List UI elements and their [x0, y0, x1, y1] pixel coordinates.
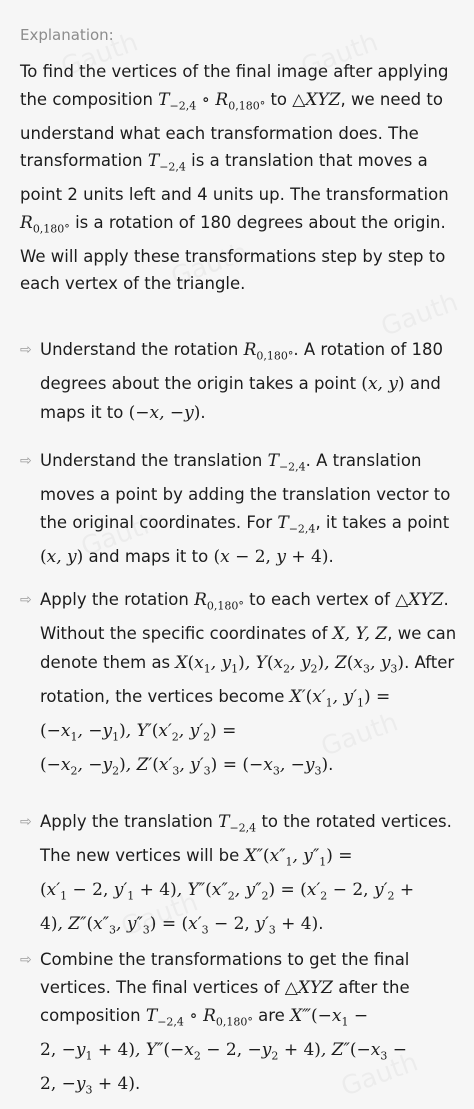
step-2: ⇨ Understand the translation $T_{-2,4}$. A translation moves a point by adding the translation vector to the original coordinates. For $T_{-2,4}$, it takes a point (x, y) and maps it to (x − 2, y + 4).: [20, 447, 466, 571]
arrow-right-icon: ⇨: [20, 592, 32, 608]
arrow-right-icon: ⇨: [20, 453, 32, 469]
intro-text: To find the vertices of the final image after applying the composition $T_{-2,4}$ ∘ $R_{0,180^\circ}$ to △XYZ, we need to understand what each transformation does. The transformation $T_{-2,4}$ is a translation that moves a point 2 units left and 4 units up. The transformation $R_{0,180^\circ}$ is a rotation of 180 degrees about the origin. We will apply these transformations step by step to each vertex of the triangle.: [20, 62, 449, 294]
step-3: ⇨ Apply the rotation $R_{0,180^\circ}$ to each vertex of △XYZ. Without the specific coordinates of X, Y, Z, we can denote them as $X(x_1$, $y_1$), $Y(x_2$, $y_2$), $Z(x_3$, $y_3$). After rotation, the vertices become $X'(x'_1$, $y'_1) = (-x_1$, $-y_1$), $Y'(x'_2$, $y'_2) = (-x_2$, $-y_2$), $Z'(x'_3$, $y'_3) = (-x_3$, $-y_3$).: [20, 586, 466, 785]
step-4: ⇨ Apply the translation $T_{-2,4}$ to the rotated vertices. The new vertices will be $X''(x''_1$, $y''_1) = (x'_1 - 2$, $y'_1 + 4$), $Y''(x''_2$, $y''_2) = (x'_2 - 2$, $y'_2 + 4$), $Z''(x''_3$, $y''_3) = (x'_3 - 2$, $y'_3 + 4$).: [20, 808, 466, 944]
arrow-right-icon: ⇨: [20, 342, 32, 358]
step-5: ⇨ Combine the transformations to get the final vertices. The final vertices of △XYZ after the composition $T_{-2,4}$ ∘ $R_{0,180^\circ}$ are $X‴(-x_1 - 2$, $-y_1 + 4$), $Y''(-x_2 - 2$, $-y_2 + 4$), $Z''(-x_3 - 2$, $-y_3 + 4$).: [20, 946, 466, 1104]
step-1: ⇨ Understand the rotation $R_{0,180^\circ}$. A rotation of 180 degrees about the origin takes a point (x, y) and maps it to (−x, −y).: [20, 336, 466, 427]
explanation-header: Explanation:: [20, 26, 114, 44]
arrow-right-icon: ⇨: [20, 952, 32, 968]
arrow-right-icon: ⇨: [20, 814, 32, 830]
